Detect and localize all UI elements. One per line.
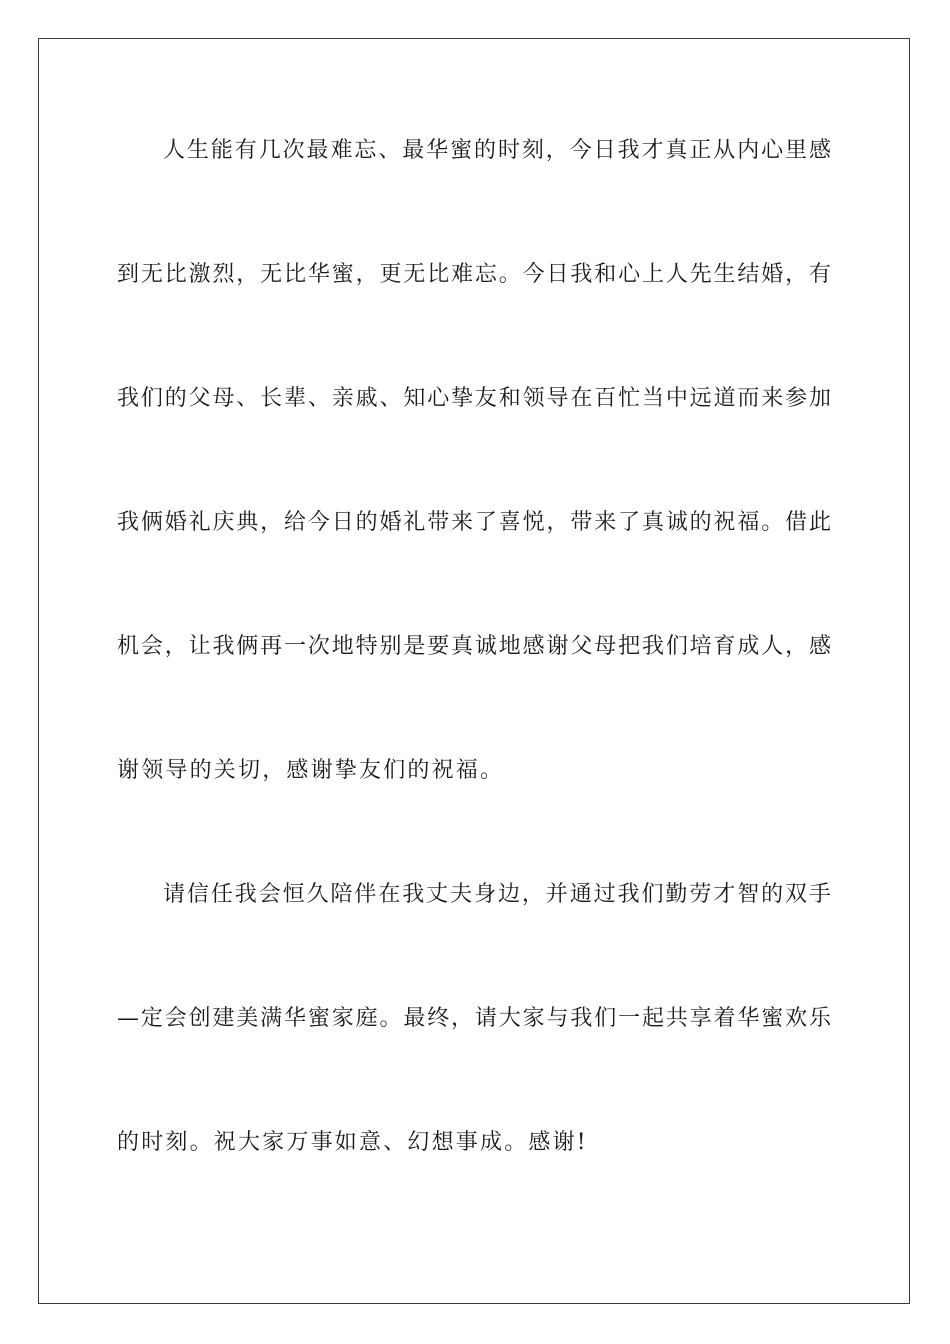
text-line: 请信任我会恒久陪伴在我丈夫身边，并通过我们勤劳才智的双手 [163, 882, 831, 907]
text-line: 我俩婚礼庆典，给今日的婚礼带来了喜悦，带来了真诚的祝福。借此 [117, 510, 831, 535]
text-line: 谢领导的关切，感谢挚友们的祝福。 [117, 758, 505, 783]
text-line: 机会，让我俩再一次地特别是要真诚地感谢父母把我们培育成人，感 [117, 634, 831, 659]
page-border [38, 38, 910, 1304]
text-line: 人生能有几次最难忘、最华蜜的时刻，今日我才真正从内心里感 [163, 138, 831, 163]
text-line: 到无比激烈，无比华蜜，更无比难忘。今日我和心上人先生结婚，有 [117, 262, 831, 287]
text-line: 我们的父母、长辈、亲戚、知心挚友和领导在百忙当中远道而来参加 [117, 386, 831, 411]
text-line: —定会创建美满华蜜家庭。最终，请大家与我们一起共享着华蜜欢乐 [117, 1006, 831, 1031]
text-line: 的时刻。祝大家万事如意、幻想事成。感谢! [117, 1130, 588, 1155]
